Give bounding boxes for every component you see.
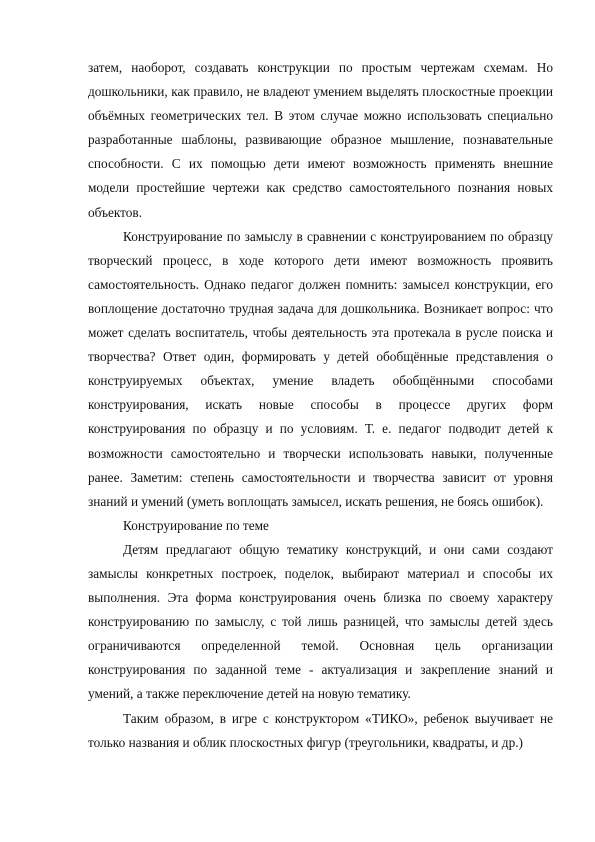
paragraph-tiko-conclusion: Таким образом, в игре с конструктором «ТИКО», ребенок выучивает не только названия и облик плоскостных фигур (треугольники, квадраты, и др.) — [88, 710, 553, 750]
paragraph-theme-description: Детям предлагают общую тематику конструкций, и они сами создают замыслы конкретных построек, поделок, выбирают материал и способы их выполнения. Эта форма конструирования очень близка по своему характеру конструированию по замыслу, с той лишь разницей, что замыслы детей здесь ограничиваются определенной темой. Основная цель организации конструирования по заданной теме - актуализация и закрепление знаний и умений, а также переключение детей на новую тематику. — [88, 541, 553, 702]
section-heading-construction-by-theme: Конструирование по теме — [123, 517, 269, 533]
paragraph-construction-by-design: Конструирование по замыслу в сравнении с конструированием по образцу творческий процесс, в ходе которого дети имеют возможность проявить самостоятельность. Однако педагог должен помнить: замысел конструкции, его воплощение достаточно трудная задача для дошкольника. Возникает вопрос: что может сделать воспитатель, чтобы деятельность эта протекала в русле поиска и творчества? Ответ один, формировать у детей обобщённые представления о конструируемых объектах, умение владеть обобщёнными способами конструирования, искать новые способы в процессе других форм конструирования по образцу и по условиям. Т. е. педагог подводит детей к возможности самостоятельно и творчески использовать навыки, полученные ранее. Заметим: степень самостоятельности и творчества зависит от уровня знаний и умений (уметь воплощать замысел, искать решения, не боясь ошибок). — [88, 228, 553, 509]
paragraph-templates-continuation: затем, наоборот, создавать конструкции по простым чертежам схемам. Но дошкольники, как правило, не владеют умением выделять плоскостные проекции объёмных геометрических тел. В этом случае можно использовать специально разработанные шаблоны, развивающие образное мышление, познавательные способности. С их помощью дети имеют возможность применять внешние модели простейшие чертежи как средство самостоятельного познания новых объектов. — [88, 60, 553, 220]
document-body — [88, 56, 553, 755]
